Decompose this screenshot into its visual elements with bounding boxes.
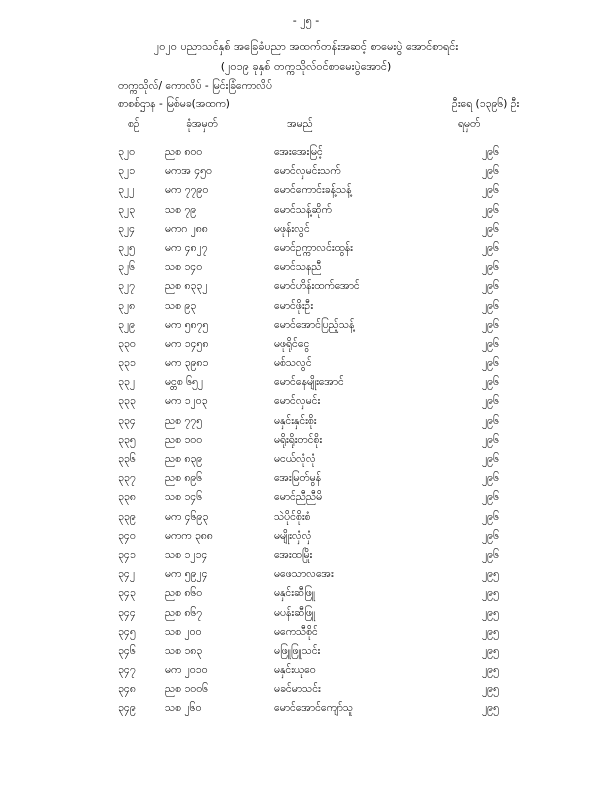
row-number: ၃၃၀: [118, 337, 136, 350]
student-name: မောင်သနညီ: [274, 261, 322, 274]
row-number: ၃၃၈: [118, 491, 136, 504]
student-name: မနှင်းဆီဖြူ: [274, 587, 315, 600]
roll-number: မက ၄၆၉၃: [165, 510, 209, 523]
student-name: မစ်သလွင်: [274, 357, 312, 370]
score: ၂၉၅: [482, 606, 499, 619]
score: ၂၉၆: [482, 548, 499, 561]
row-number: ၃၄၇: [118, 664, 136, 677]
score: ၂၉၆: [482, 414, 499, 427]
score: ၂၉၆: [482, 241, 499, 254]
score: ၂၉၅: [482, 625, 499, 638]
table-row: [0, 338, 612, 357]
student-name: မောင်အောင်ကျော်သူ: [274, 702, 354, 715]
row-number: ၃၂၇: [118, 280, 135, 293]
table-row: [0, 357, 612, 376]
row-number: ၃၄၆: [118, 644, 136, 657]
score: ၂၉၅: [482, 587, 499, 600]
row-number: ၃၄၀: [118, 529, 136, 542]
university-line: တက္ကသိုလ်/ ကောလိပ် - မြင်းခြံကောလိပ်: [118, 80, 273, 92]
table-row: [0, 664, 612, 683]
table-row: [0, 376, 612, 395]
student-name: မဖေသာလအေး: [274, 568, 334, 581]
roll-number: သစ ၂၀၀: [165, 625, 202, 638]
roll-number: မက ၁၄၅၈: [165, 337, 209, 350]
row-number: ၃၃၇: [118, 472, 136, 485]
row-number: ၃၂၅: [118, 241, 135, 254]
score: ၂၉၆: [482, 261, 499, 274]
table-row: [0, 530, 612, 549]
score: ၂၉၆: [482, 280, 499, 293]
row-number: ၃၂၄: [118, 222, 135, 235]
roll-number: ညစ ၈၉၆: [165, 472, 203, 485]
row-number: ၃၂၈: [118, 299, 136, 312]
row-number: ၃၄၉: [118, 702, 136, 715]
score: ၂၉၆: [482, 491, 499, 504]
score: ၂၉၅: [482, 644, 499, 657]
score: ၂၉၆: [482, 376, 499, 389]
student-name: မရိုးရိုးတင်စိုး: [274, 433, 323, 446]
roll-number: မကက ၃၈၈: [165, 529, 213, 542]
student-name: မောင်ဟိန်းထက်အောင်: [274, 280, 360, 293]
score: ၂၉၆: [482, 203, 499, 216]
row-number: ၃၃၆: [118, 453, 136, 465]
student-name: အေးအေးမြင့်: [274, 146, 323, 158]
student-name: မောင်သန့်ဆိုက်: [274, 203, 332, 216]
row-number: ၃၄၅: [118, 625, 136, 638]
table-row: [0, 415, 612, 434]
table-row: [0, 491, 612, 510]
score: ၂၉၆: [482, 529, 499, 542]
table-row: [0, 453, 612, 472]
score: ၂၉၆: [482, 510, 499, 523]
row-number: ၃၂၉: [118, 318, 135, 331]
roll-number: သစ ၉၃: [165, 299, 197, 312]
row-number: ၃၂၀: [118, 146, 135, 158]
score: ၂၉၆: [482, 184, 499, 197]
table-row: [0, 280, 612, 299]
student-name: အေးမြတ်မွန်: [274, 472, 322, 485]
student-name: မဖုန်းလွင်: [274, 222, 310, 235]
score: ၂၉၆: [482, 165, 499, 178]
column-header-name: အမည်: [287, 118, 313, 130]
row-number: ၃၃၅: [118, 433, 136, 446]
roll-number: ညစ ၈၀၀: [165, 146, 203, 158]
page-number: - ၂၅ -: [292, 14, 320, 27]
table-row: [0, 511, 612, 530]
row-number: ၃၄၂: [118, 568, 135, 581]
score: ၂၉၆: [482, 299, 499, 312]
student-name: မခင်မာသင်း: [274, 683, 321, 696]
table-row: [0, 645, 612, 664]
table-row: [0, 165, 612, 184]
score: ၂၉၆: [482, 222, 499, 235]
table-row: [0, 223, 612, 242]
student-name: မောင်နေမျိုးအောင်: [274, 376, 344, 389]
column-header-roll: ခုံအမှတ်: [186, 118, 218, 130]
student-name: မောင်အောင်ပြည့်သန့်: [274, 318, 355, 331]
roll-number: ညစ ၈၃၉: [165, 453, 203, 465]
student-name: မဖုရိုင်ငွေ: [274, 337, 310, 350]
student-name: မပန်းဆီဖြူ: [274, 606, 316, 619]
results-list: [0, 146, 612, 722]
roll-number: ညစ ၁၀၀: [165, 433, 203, 446]
row-number: ၃၃၃: [118, 395, 136, 408]
student-name: အေးထမြိုး: [274, 548, 313, 561]
table-row: [0, 568, 612, 587]
roll-number: မင္တစ ၆၅၂: [165, 376, 204, 389]
row-number: ၃၄၃: [118, 587, 136, 600]
table-row: [0, 300, 612, 319]
document-title: ၂၀၂၀ ပညာသင်နှစ် အခြေခံပညာ အထက်တန်းအဆင့် စာမေးပွဲ အောင်စာရင်း: [153, 40, 459, 53]
row-number: ၃၂၁: [118, 165, 135, 178]
roll-number: ညစ ၈၃၃၂: [165, 280, 208, 293]
roll-number: မကဂ ၂၈၈: [165, 222, 208, 235]
student-name: မနှင်းယုဝေ: [274, 664, 316, 677]
row-number: ၃၃၄: [118, 414, 136, 427]
row-number: ၃၂၃: [118, 203, 135, 216]
student-name: မောင်ညီညီမိ: [274, 491, 323, 504]
score: ၂၉၆: [482, 146, 499, 158]
roll-number: မက ၃၉၈၁: [165, 357, 209, 370]
score: ၂၉၆: [482, 318, 499, 331]
student-name: မနှင်းနှင်းစိုး: [274, 414, 317, 427]
table-row: [0, 204, 612, 223]
roll-number: ညစ ၈၆၀: [165, 587, 203, 600]
roll-number: မက ၇၇၉၀: [165, 184, 209, 197]
student-name: မောင်လှမင်းသက်: [274, 165, 341, 178]
table-row: [0, 607, 612, 626]
table-row: [0, 587, 612, 606]
score: ၂၉၆: [482, 337, 499, 350]
document-subtitle: (၂၀၁၉ ခုနှစ် တက္ကသိုလ်ဝင်စာမေးပွဲအောင်): [220, 60, 392, 73]
student-name: သဲပိုင်စိုးစံ: [274, 510, 311, 523]
student-name: မောင်လှမင်း: [274, 395, 321, 408]
column-header-no: စဉ်: [128, 118, 140, 130]
roll-number: မက ၂၀၁၀: [165, 664, 208, 677]
roll-number: ညစ ၇၇၅: [165, 414, 203, 427]
score: ၂၉၆: [482, 395, 499, 408]
roll-number: သစ ၁၄၆: [165, 491, 203, 504]
table-row: [0, 184, 612, 203]
row-number: ၃၂၆: [118, 261, 135, 274]
roll-number: သစ ၇၉: [165, 203, 197, 216]
roll-number: မကအ ၄၅၀: [165, 165, 212, 178]
score: ၂၉၆: [482, 433, 499, 446]
roll-number: ညစ ၈၆၇: [165, 606, 203, 619]
exam-center-line: စာစစ်ဌာန - မြစ်မခ(အထက): [118, 98, 230, 110]
student-name: မောင်ဥက္ကာလင်းထွန်း: [274, 241, 353, 254]
roll-number: မက ၅၈၇၅: [165, 318, 209, 331]
table-row: [0, 549, 612, 568]
row-number: ၃၄၈: [118, 683, 136, 696]
roll-number: သစ ၁၂၁၄: [165, 548, 208, 561]
score: ၂၉၆: [482, 472, 499, 485]
table-row: [0, 319, 612, 338]
roll-number: သစ ၁၄၀: [165, 261, 203, 274]
table-row: [0, 395, 612, 414]
score: ၂၉၅: [482, 702, 499, 715]
table-row: [0, 683, 612, 702]
student-name: မောင်ဖိုးဦး: [274, 299, 313, 312]
table-row: [0, 434, 612, 453]
column-header-score: ရမှတ်: [458, 118, 481, 130]
student-name: မဖြူဖြူသင်း: [274, 644, 321, 657]
score: ၂၉၆: [482, 453, 499, 465]
row-number: ၃၄၁: [118, 548, 136, 561]
table-row: [0, 261, 612, 280]
student-name: မမျိုးလှံလှံ: [274, 529, 312, 542]
score: ၂၉၅: [482, 568, 499, 581]
table-row: [0, 472, 612, 491]
score: ၂၉၆: [482, 357, 499, 370]
student-name: မငယ်လုံလုံ: [274, 453, 316, 465]
score: ၂၉၅: [482, 683, 499, 696]
table-row: [0, 242, 612, 261]
roll-number: သစ ၁၈၃: [165, 644, 203, 657]
roll-number: မက ၄၈၂၇: [165, 241, 208, 254]
row-number: ၃၃၁: [118, 357, 136, 370]
total-count: ဦးရေ (၁၃၉၆) ဦး: [452, 98, 520, 110]
table-row: [0, 702, 612, 721]
row-number: ၃၃၂: [118, 376, 135, 389]
roll-number: သစ ၂၆၀: [165, 702, 202, 715]
roll-number: ညစ ၁၀၀၆: [165, 683, 209, 696]
row-number: ၃၄၄: [118, 606, 136, 619]
student-name: မကေသီစိုင်: [274, 625, 318, 638]
roll-number: မက ၁၂၀၃: [165, 395, 208, 408]
row-number: ၃၂၂: [118, 184, 135, 197]
table-row: [0, 626, 612, 645]
table-row: [0, 146, 612, 165]
score: ၂၉၅: [482, 664, 499, 677]
student-name: မောင်ကောင်းခန့်သန့်: [274, 184, 352, 197]
roll-number: မက ၅၉၂၄: [165, 568, 208, 581]
row-number: ၃၃၉: [118, 510, 136, 523]
